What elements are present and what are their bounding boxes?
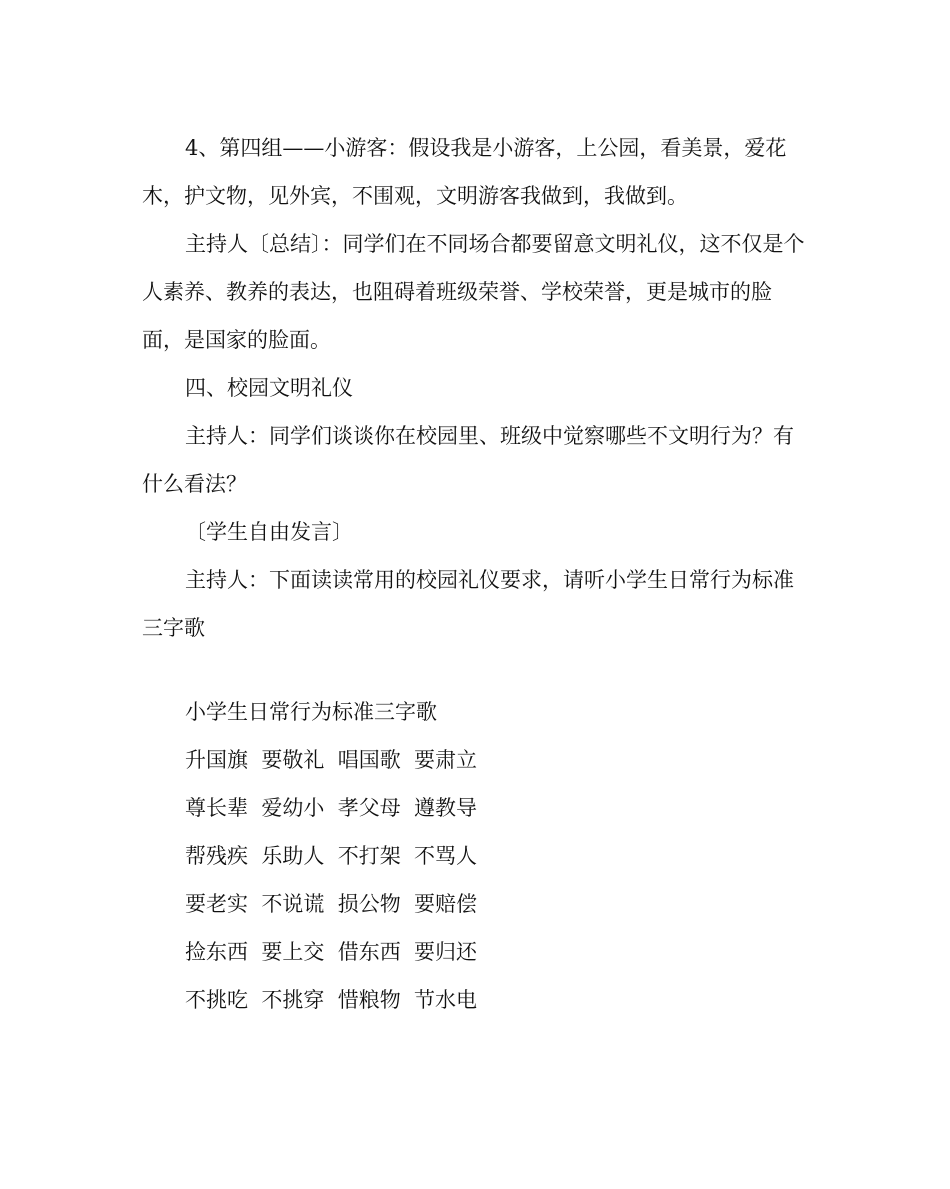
paragraph-host-question: 主持人：同学们谈谈你在校园里、班级中觉察哪些不文明行为？有什么看法？ <box>142 424 794 496</box>
paragraph-host-intro-song: 主持人：下面读读常用的校园礼仪要求，请听小学生日常行为标准三字歌 <box>142 568 794 640</box>
paragraph-host-summary: 主持人〔总结〕：同学们在不同场合都要留意文明礼仪，这不仅是个人素养、教养的表达，也阻碍着班级荣誉、学校荣誉，更是城市的脸面，是国家的脸面。 <box>142 232 805 352</box>
blank-gap <box>142 652 808 688</box>
song-line: 不挑吃 不挑穿 惜粮物 节水电 <box>185 988 478 1012</box>
section-heading-campus-etiquette: 四、校园文明礼仪 <box>185 376 353 400</box>
song-line: 要老实 不说谎 损公物 要赔偿 <box>185 892 478 916</box>
song-line: 帮残疾 乐助人 不打架 不骂人 <box>185 844 478 868</box>
song-line: 升国旗 要敬礼 唱国歌 要肃立 <box>185 748 478 772</box>
paragraph-student-speech: 〔学生自由发言〕 <box>185 520 353 544</box>
paragraph-group-four: 4、第四组——小游客：假设我是小游客，上公园，看美景，爱花木，护文物，见外宾，不围观，文明游客我做到，我做到。 <box>142 136 787 208</box>
document-body <box>142 124 808 1024</box>
song-line: 捡东西 要上交 借东西 要归还 <box>185 940 478 964</box>
song-title: 小学生日常行为标准三字歌 <box>185 700 437 724</box>
song-line: 尊长辈 爱幼小 孝父母 遵教导 <box>185 796 478 820</box>
